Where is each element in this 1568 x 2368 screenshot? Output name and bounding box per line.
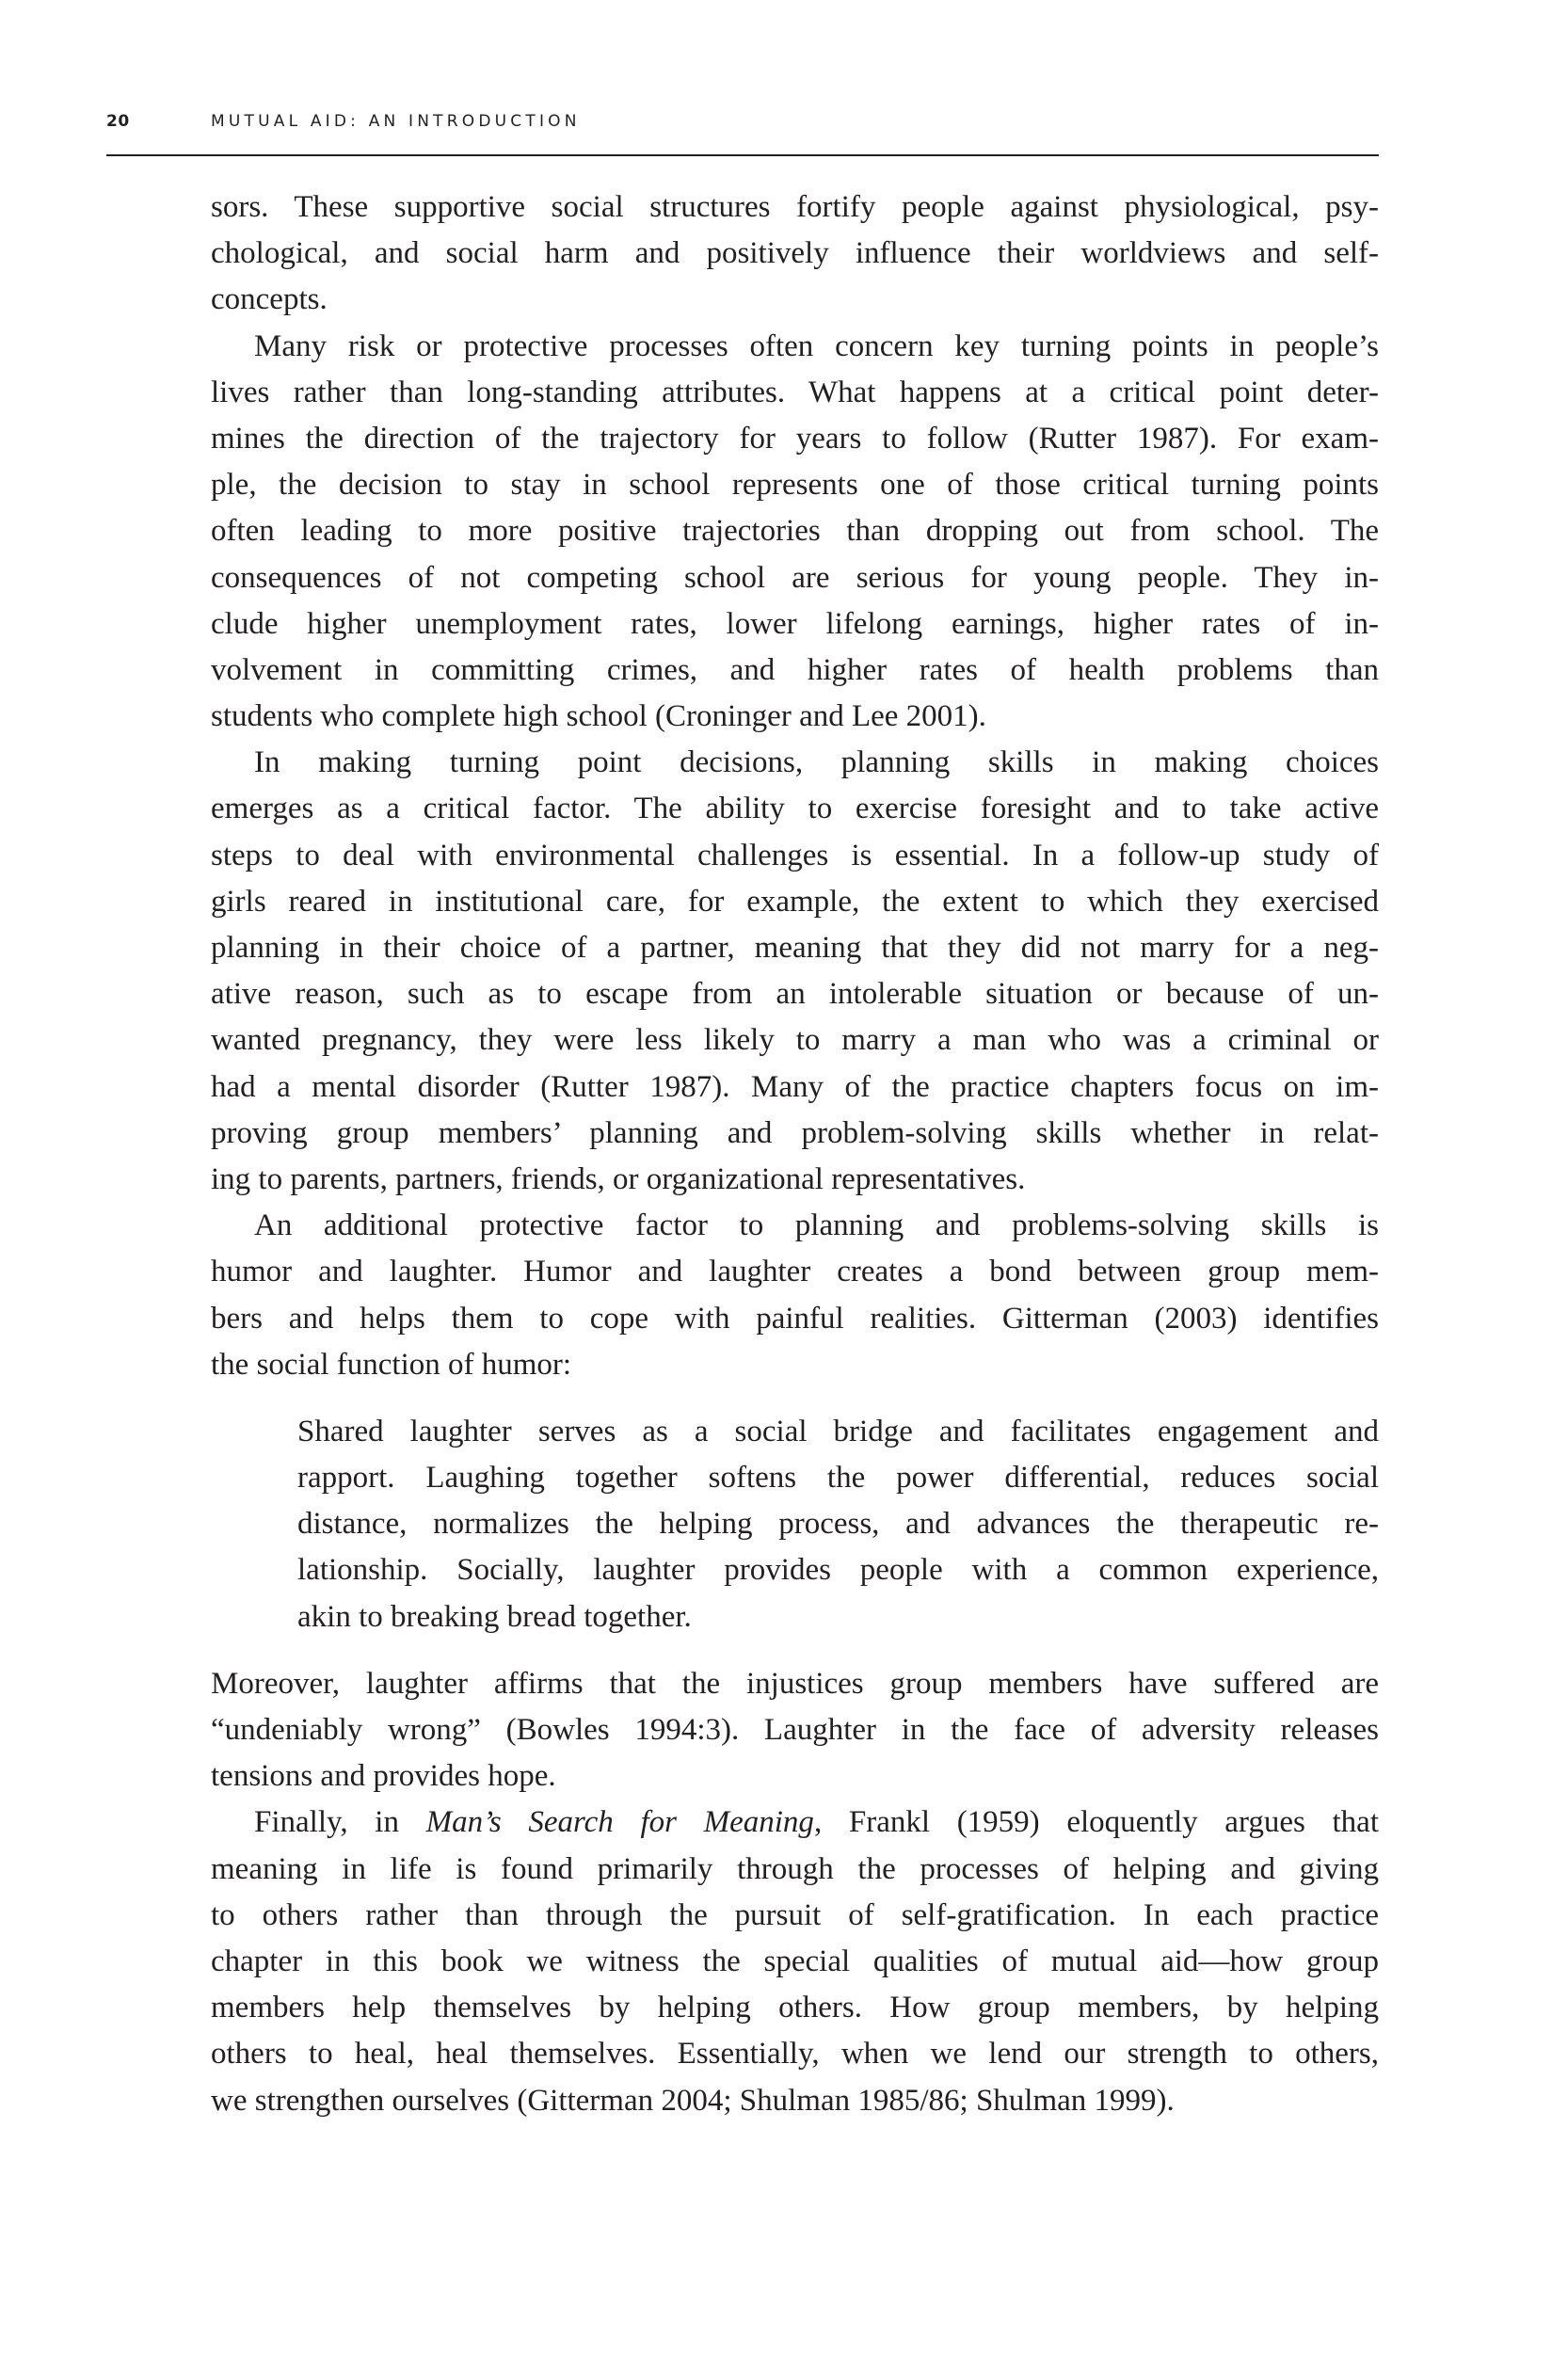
text-line: lives rather than long-standing attributes. What happens at a critical point deter- — [211, 375, 1379, 409]
text-line: ative reason, such as to escape from an intolerable situation or because of un- — [211, 977, 1379, 1012]
text-line: Moreover, laughter affirms that the injustices group members have suffered are — [211, 1666, 1379, 1701]
body-text — [211, 184, 1379, 2124]
page-number: 20 — [106, 112, 130, 131]
text-line: consequences of not competing school are serious for young people. They in- — [211, 560, 1379, 595]
text-line: steps to deal with environmental challenges is essential. In a follow-up study of — [211, 838, 1379, 872]
quote-line: rapport. Laughing together softens the power differential, reduces social — [297, 1461, 1379, 1496]
text-line: chapter in this book we witness the special qualities of mutual aid—how group — [211, 1944, 1379, 1978]
text-line: bers and helps them to cope with painful realities. Gitterman (2003) identifies — [211, 1301, 1379, 1336]
text-line: planning in their choice of a partner, meaning that they did not marry for a neg- — [211, 931, 1379, 965]
text-line: concepts. — [211, 282, 328, 317]
text-line: to others rather than through the pursuit of self-gratification. In each practice — [211, 1897, 1379, 1932]
text-line: members help themselves by helping others. How group members, by helping — [211, 1991, 1379, 2025]
text-line: humor and laughter. Humor and laughter creates a bond between group mem- — [211, 1255, 1379, 1289]
text-line: sors. These supportive social structures fortify people against physiological, psy- — [211, 190, 1379, 224]
text-line: girls reared in institutional care, for example, the extent to which they exercised — [211, 884, 1379, 919]
header-rule — [106, 154, 1379, 156]
text-line: students who complete high school (Croninger and Lee 2001). — [211, 699, 986, 734]
text-line: wanted pregnancy, they were less likely to marry a man who was a criminal or — [211, 1023, 1379, 1058]
text-line: Many risk or protective processes often concern key turning points in people’s — [254, 328, 1379, 363]
text-segment: , Frankl (1959) eloquently argues that — [813, 1805, 1379, 1840]
text-line: ing to parents, partners, friends, or organizational representatives. — [211, 1161, 1026, 1196]
text-line: volvement in committing crimes, and higher rates of health problems than — [211, 652, 1379, 687]
paragraph-after-quote — [211, 1661, 1379, 1800]
text-line: others to heal, heal themselves. Essentially, when we lend our strength to others, — [211, 2037, 1379, 2072]
paragraph-turning-points — [211, 324, 1379, 741]
text-line: chological, and social harm and positively influence their worldviews and self- — [211, 236, 1379, 271]
paragraph-planning-skills — [211, 740, 1379, 1203]
quote-line: lationship. Socially, laughter provides people with a common experience, — [297, 1553, 1379, 1588]
text-line: had a mental disorder (Rutter 1987). Many of the practice chapters focus on im- — [211, 1069, 1379, 1104]
text-line: In making turning point decisions, planning skills in making choices — [254, 745, 1379, 780]
paragraph-continuation — [211, 184, 1379, 324]
text-line: “undeniably wrong” (Bowles 1994:3). Laughter in the face of adversity releases — [211, 1713, 1379, 1747]
running-title: MUTUAL AID: AN INTRODUCTION — [211, 112, 581, 131]
text-line: often leading to more positive trajectories than dropping out from school. The — [211, 514, 1379, 549]
paragraph-humor — [211, 1203, 1379, 1388]
paragraph-frankl — [211, 1800, 1379, 2123]
text-segment: Finally, in — [254, 1805, 426, 1840]
quote-line: akin to breaking bread together. — [297, 1599, 692, 1634]
text-line: proving group members’ planning and problem-solving skills whether in relat- — [211, 1115, 1379, 1150]
book-title: Man’s Search for Meaning — [425, 1805, 814, 1840]
text-line: clude higher unemployment rates, lower lifelong earnings, higher rates of in- — [211, 606, 1379, 641]
quote-line: distance, normalizes the helping process, and advances the therapeutic re- — [297, 1507, 1379, 1542]
text-line: tensions and provides hope. — [211, 1759, 556, 1794]
running-head — [106, 112, 1379, 135]
text-line — [211, 1800, 1379, 1846]
quote-line: Shared laughter serves as a social bridge and facilitates engagement and — [297, 1414, 1379, 1448]
text-line: mines the direction of the trajectory for years to follow (Rutter 1987). For exam- — [211, 421, 1379, 456]
text-line: An additional protective factor to planning and problems-solving skills is — [254, 1208, 1379, 1243]
text-line: meaning in life is found primarily through the processes of helping and giving — [211, 1851, 1379, 1886]
block-quote — [297, 1409, 1379, 1640]
text-line: the social function of humor: — [211, 1347, 572, 1382]
text-line: emerges as a critical factor. The ability to exercise foresight and to take active — [211, 792, 1379, 826]
text-line: ple, the decision to stay in school represents one of those critical turning points — [211, 468, 1379, 503]
text-line: we strengthen ourselves (Gitterman 2004; Shulman 1985/86; Shulman 1999). — [211, 2083, 1175, 2118]
